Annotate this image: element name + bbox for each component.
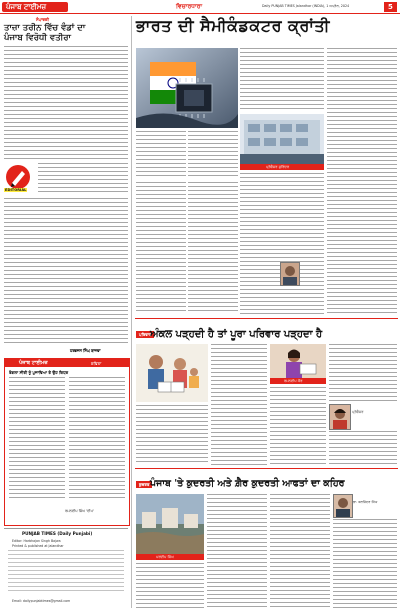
imprint-body <box>8 550 124 594</box>
poem-box-title: ਪੰਜਾਬ ਟਾਈਮਜ਼ <box>19 360 48 366</box>
bottom-headline: ਪੰਜਾਬ 'ਤੇ ਕੁਦਰਤੀ ਅਤੇ ਗ਼ੈਰ ਕੁਦਰਤੀ ਆਫਤਾਂ ਦਾ ਕਹਿਰ <box>150 478 345 489</box>
imprint-line-2: Printed & published at Jalandhar <box>12 544 64 548</box>
editorial-headline <box>4 23 129 43</box>
imprint-line-1: Editor: Harbhajan Singh Bajwa <box>12 539 61 543</box>
column-divider <box>131 16 132 608</box>
middle-body-col4-bottom <box>329 431 397 465</box>
main-body-col3 <box>240 173 324 314</box>
middle-author-photo <box>329 404 351 430</box>
bottom-body-col3 <box>270 494 330 608</box>
reading-woman-image <box>270 344 326 378</box>
middle-rule <box>135 318 398 319</box>
header-rule <box>0 13 400 14</box>
bottom-author-photo <box>333 494 353 518</box>
bottom-rule <box>135 468 398 469</box>
author-photo <box>280 262 300 286</box>
author-portrait-icon <box>281 263 299 285</box>
editorial-headline-line2: ਪੰਜਾਬ ਵਿਰੋਧੀ ਵਤੀਰਾ <box>4 33 71 43</box>
poem-box <box>4 358 130 526</box>
middle-photo-label-text: ਰਮਨਦੀਪ ਕੌਰ <box>284 378 303 383</box>
poem-box-header <box>5 359 129 367</box>
page-number: 5 <box>388 3 393 11</box>
editorial-badge-label: EDITORIAL <box>5 188 27 192</box>
imprint-line-3: Email: dailypunjabtimes@gmail.com <box>12 599 71 603</box>
flood-illustration <box>136 494 204 554</box>
photo-caption-strip <box>240 164 324 170</box>
page-number-box <box>384 2 397 12</box>
middle-author-caption: ਪ੍ਰੋਫੈਸਰ <box>352 410 364 414</box>
editorial-kicker: ਸੰਪਾਦਕੀ <box>36 17 49 22</box>
woman-reading-illustration <box>270 344 326 378</box>
editorial-body-bottom <box>4 198 128 346</box>
photo-caption: ਪ੍ਰੋਫੈਸਰ ਸੁਰਿੰਦਰ <box>266 164 290 169</box>
poem-title: ਰੰਗਲਾ ਸੀਤੀ ਨੂੰ ਪੁਜਾਵਿਆ ਤੇ ਉਹ ਕਿਧਰ <box>9 370 69 375</box>
middle-tag: ਪਰਿਵਾਰ <box>136 331 154 338</box>
middle-author-portrait-icon <box>330 405 350 429</box>
editorial-badge <box>4 163 36 195</box>
editorial-byline: ਹਰਭਜਨ ਸਿੰਘ ਬਾਜਵਾ <box>70 348 101 353</box>
editorial-body-side <box>38 163 128 195</box>
bottom-author-portrait-icon <box>334 495 352 517</box>
main-body-col2 <box>188 182 238 314</box>
family-image <box>136 344 208 402</box>
main-headline: ਭਾਰਤ ਦੀ ਸੈਮੀਕੰਡਕਟਰ ਕ੍ਰਾਂਤੀ <box>136 16 330 35</box>
main-body-col3-top <box>240 48 324 112</box>
middle-body-col3 <box>270 387 326 465</box>
bottom-body-col2 <box>207 494 267 608</box>
circuit-board-illustration <box>240 114 324 164</box>
poem-signature: ਰਮਨਦੀਪ ਸਿੰਘ 'ਦੀਪ' <box>65 509 94 513</box>
middle-body-col4-top <box>329 344 397 402</box>
editorial-headline-line1: ਤਾਜ਼ਾ ਤਰੀਨ ਵਿੱਚ ਵੰਡਾਂ ਦਾ <box>4 23 86 33</box>
semiconductor-chip-illustration <box>136 48 238 128</box>
poem-box-subtitle: ਕਵਿਤਾ <box>91 360 102 366</box>
section-label: ਵਿਚਾਰਧਾਰਾ <box>176 3 203 10</box>
middle-headline: ਅੰਕਲ ਪੜ੍ਹਦੀ ਹੈ ਤਾਂ ਪੂਰਾ ਪਰਿਵਾਰ ਪੜ੍ਹਦਾ ਹੈ <box>150 329 323 340</box>
flood-image <box>136 494 204 554</box>
bottom-body-col1 <box>136 563 204 608</box>
main-body-col1-top <box>136 131 186 179</box>
family-reading-illustration <box>136 344 208 402</box>
main-body-col2-top <box>188 131 238 179</box>
bottom-photo-label-text: ਪਰਦੀਪ ਸਿੰਘ <box>156 554 174 559</box>
brand-title: ਪੰਜਾਬ ਟਾਈਮਜ਼ <box>6 3 47 11</box>
middle-photo-label <box>270 378 326 384</box>
poem-body-left <box>9 377 65 501</box>
imprint-title: PUNJAB TIMES (Daily Punjabi) <box>22 531 93 536</box>
factory-image <box>240 114 324 164</box>
imprint-box <box>4 528 128 609</box>
middle-body-col1 <box>136 405 208 465</box>
middle-body-col2 <box>211 344 267 465</box>
bottom-tag: ਕੁਦਰਤ <box>136 481 152 488</box>
main-body-col4 <box>327 48 397 314</box>
editorial-body-top <box>4 46 128 161</box>
main-body-col1 <box>136 182 186 314</box>
brand-block <box>2 2 68 12</box>
semiconductor-image <box>136 48 238 128</box>
poem-body-right <box>69 377 125 501</box>
bottom-body-col4 <box>333 519 397 608</box>
bottom-author-name: ਡਾ. ਬਲਜਿੰਦਰ ਸਿੰਘ <box>353 500 378 504</box>
edition-line: Daily PUNJAB TIMES Jalandhar (INDIA), 1 ਅਪ੍ਰੈਲ, 2024 <box>262 4 350 8</box>
top-header <box>0 0 400 14</box>
bottom-photo-label <box>136 554 204 560</box>
